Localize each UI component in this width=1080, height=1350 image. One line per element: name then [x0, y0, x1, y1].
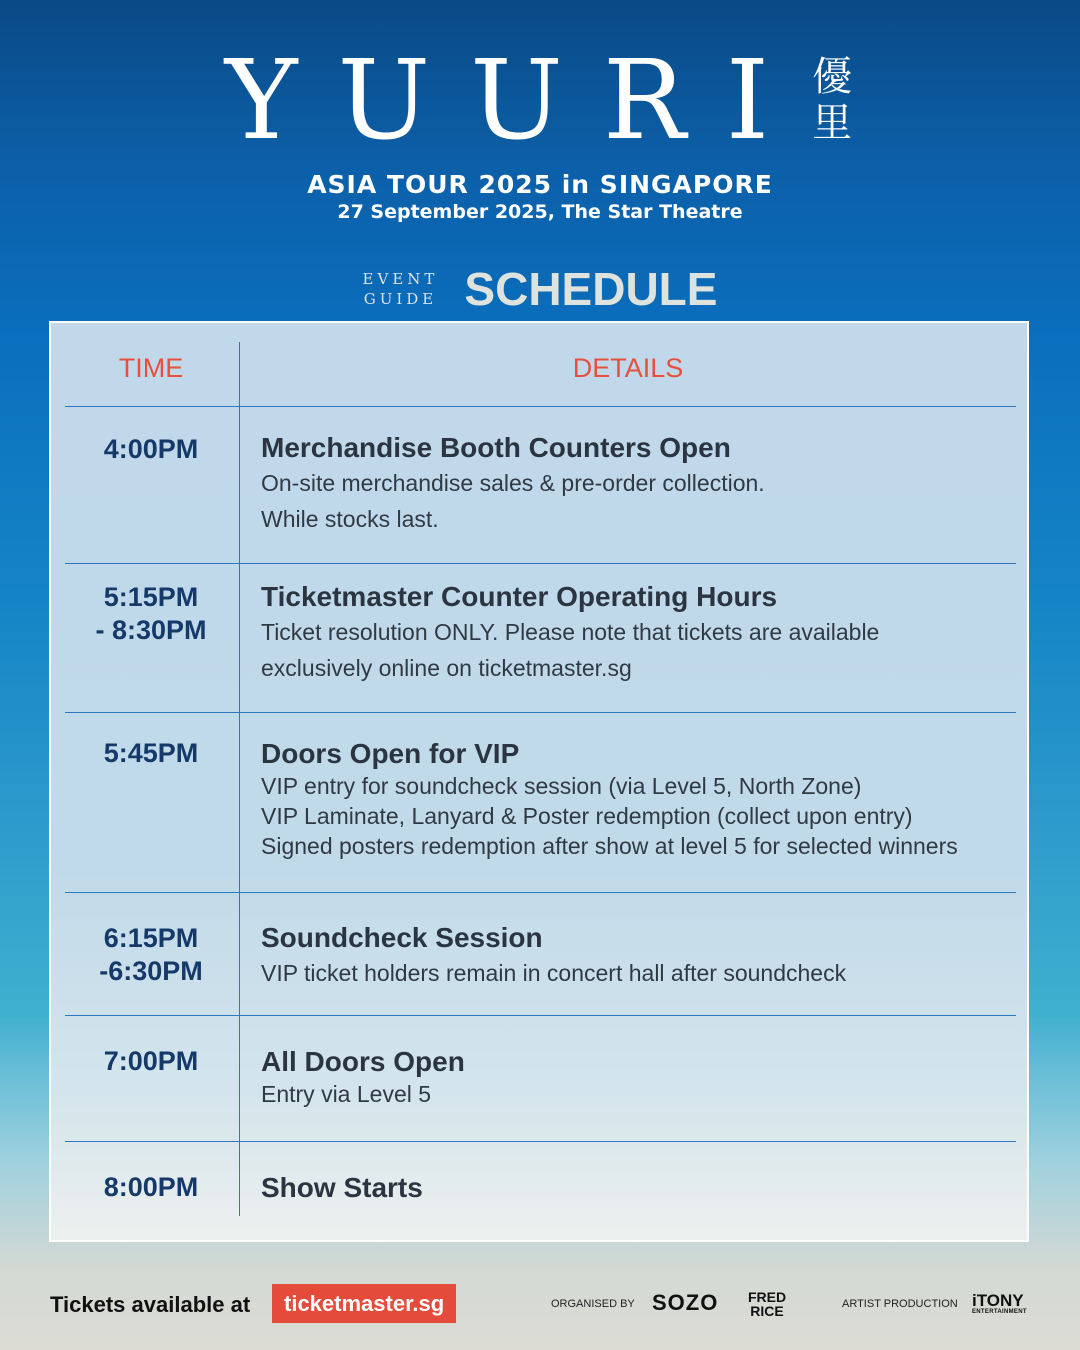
row-divider — [65, 563, 1016, 564]
row-desc-line: Entry via Level 5 — [261, 1081, 432, 1107]
row-divider — [65, 1015, 1016, 1016]
yuuri-logo — [0, 36, 1080, 164]
organised-by-label: ORGANISED BY — [551, 1298, 635, 1310]
fred-rice-logo — [743, 1290, 791, 1318]
row-title: Show Starts — [261, 1172, 423, 1203]
fred-rice-logo-line1: FRED — [747, 1289, 787, 1305]
row-time-end: -6:30PM — [99, 956, 203, 986]
schedule-table — [49, 321, 1029, 1242]
row-time: 7:00PM — [103, 1046, 199, 1076]
row-desc-line: Signed posters redemption after show at level 5 for selected winners — [261, 833, 958, 859]
row-desc-line: Ticket resolution ONLY. Please note that tickets are available — [261, 619, 880, 645]
row-divider — [65, 1141, 1016, 1142]
row-time-end: - 8:30PM — [95, 615, 207, 645]
tour-title: ASIA TOUR 2025 in SINGAPORE — [307, 170, 773, 199]
tickets-label: Tickets available at — [50, 1292, 251, 1317]
row-desc-line: VIP ticket holders remain in concert hall after soundcheck — [261, 960, 847, 986]
logo-kanji: 優里 — [812, 54, 853, 146]
row-title: Ticketmaster Counter Operating Hours — [261, 581, 778, 612]
row-time — [65, 922, 237, 988]
row-details — [261, 921, 1011, 991]
row-title: All Doors Open — [261, 1046, 465, 1077]
itony-logo-name: iTONY — [972, 1291, 1024, 1310]
logo-latin: YUURI — [224, 36, 810, 164]
event-guide-label — [363, 269, 439, 309]
row-title: Soundcheck Session — [261, 922, 543, 953]
row-details — [261, 737, 1011, 861]
row-time: 4:00PM — [103, 434, 199, 464]
itony-logo-sub: ENTERTAINMENT — [972, 1309, 1027, 1315]
column-header-time: TIME — [118, 353, 184, 383]
schedule-title: SCHEDULE — [464, 263, 718, 315]
itony-logo — [972, 1292, 1027, 1316]
row-desc-line: VIP Laminate, Lanyard & Poster redemption (collect upon entry) — [261, 803, 913, 829]
footer — [0, 1280, 1080, 1330]
row-time-start: 6:15PM — [103, 923, 199, 953]
row-title: Doors Open for VIP — [261, 738, 520, 769]
row-details — [261, 580, 1011, 686]
fred-rice-logo-line2: RICE — [750, 1303, 784, 1319]
row-details — [261, 1045, 1011, 1109]
row-time: 8:00PM — [103, 1172, 199, 1202]
row-divider — [65, 712, 1016, 713]
event-guide-line2: GUIDE — [363, 290, 438, 308]
artist-production-label: ARTIST PRODUCTION — [842, 1298, 958, 1310]
ticketmaster-link[interactable]: ticketmaster.sg — [272, 1284, 456, 1323]
row-desc-line: On-site merchandise sales & pre-order collection. — [261, 470, 765, 496]
row-desc-line: While stocks last. — [261, 506, 439, 532]
row-desc-line: exclusively online on ticketmaster.sg — [261, 655, 632, 681]
event-date: 27 September 2025, The Star Theatre — [337, 201, 743, 223]
column-divider — [239, 342, 240, 1216]
row-details — [261, 1171, 1011, 1205]
row-divider — [65, 406, 1016, 407]
row-divider — [65, 892, 1016, 893]
column-header-details: DETAILS — [572, 353, 684, 383]
sozo-logo: SOZO — [652, 1290, 719, 1315]
row-time — [65, 581, 237, 647]
row-time-start: 5:15PM — [103, 582, 199, 612]
row-title: Merchandise Booth Counters Open — [261, 432, 731, 463]
schedule-heading — [0, 262, 1080, 316]
row-time: 5:45PM — [103, 738, 199, 768]
row-desc-line: VIP entry for soundcheck session (via Level 5, North Zone) — [261, 773, 862, 799]
row-details — [261, 431, 1011, 537]
event-guide-line1: EVENT — [362, 270, 439, 288]
